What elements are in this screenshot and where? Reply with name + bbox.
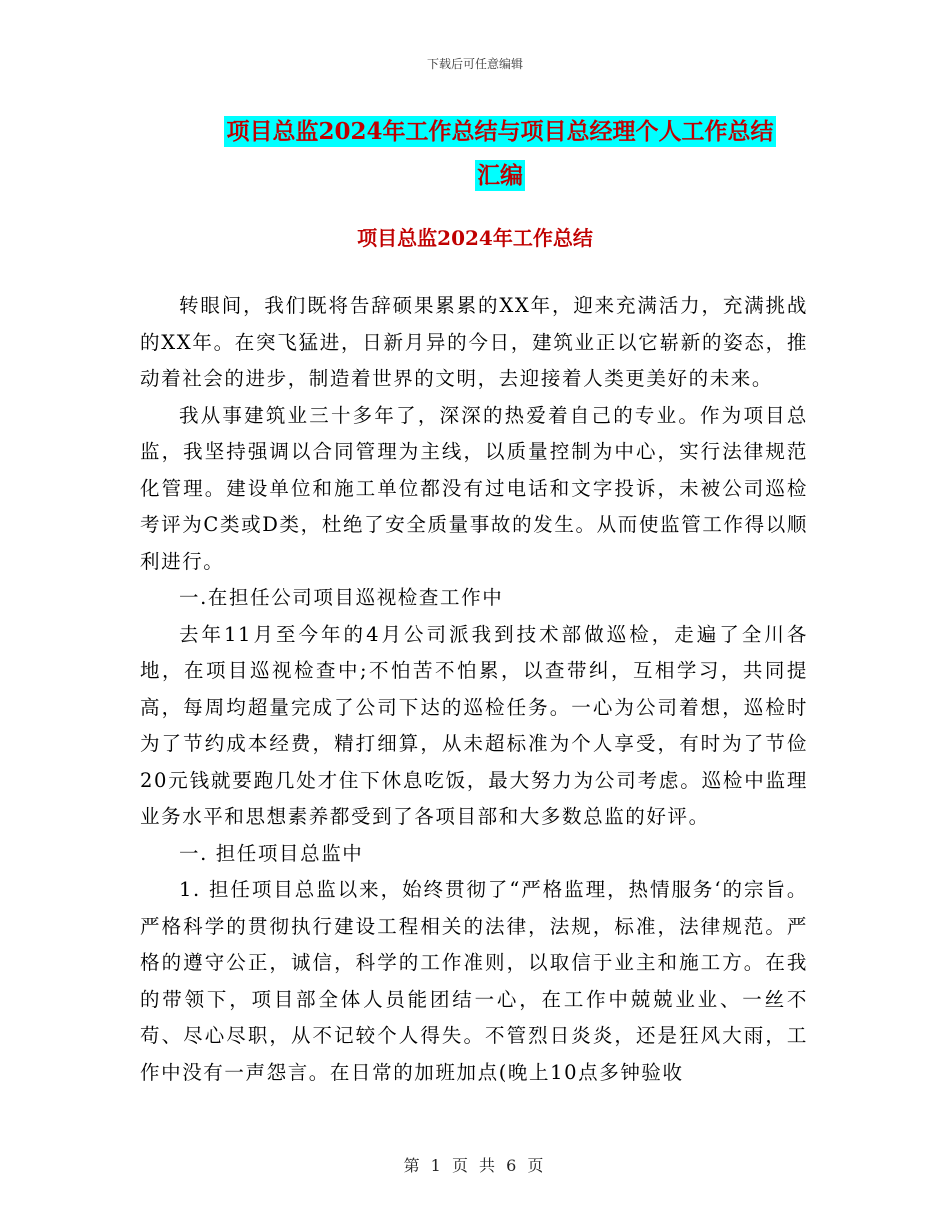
paragraph-intro: 转眼间，我们既将告辞硕果累累的XX年，迎来充满活力，充满挑战的XX年。在突飞猛进，日新月异的今日，建筑业正以它崭新的姿态，推动着社会的进步，制造着世界的文明，去迎接着人类更美好的未来。 xyxy=(140,294,808,390)
page-number: 第 1 页 共 6 页 xyxy=(403,1156,547,1175)
heading-director: 一. 担任项目总监中 xyxy=(179,841,364,865)
paragraph-director: 1. 担任项目总监以来，始终贯彻了“严格监理，热情服务‘的宗旨。严格科学的贯彻执行建设工程相关的法律，法规，标准，法律规范。严格的遵守公正，诚信，科学的工作准则，以取信于业主和施工方。在我的带领下，项目部全体人员能团结一心，在工作中兢兢业业、一丝不苟、尽心尽职，从不记较个人得失。不管烈日炎炎，还是狂风大雨，工作中没有一声怨言。在日常的加班加点(晚上10点多钟验收 xyxy=(140,878,808,1084)
header-note: 下载后可任意编辑 xyxy=(426,57,523,71)
document-title-line2: 汇编 xyxy=(477,162,523,189)
section-title: 项目总监2024年工作总结 xyxy=(357,226,593,250)
document-body xyxy=(140,288,808,1091)
document-title xyxy=(140,110,860,198)
paragraph-inspection: 去年11月至今年的4月公司派我到技术部做巡检，走遍了全川各地，在项目巡视检查中;不怕苦不怕累，以查带纠，互相学习，共同提高，每周均超量完成了公司下达的巡检任务。一心为公司着想，巡检时为了节约成本经费，精打细算，从未超标准为个人享受，有时为了节俭20元钱就要跑几处才住下休息吃饭，最大努力为公司考虑。巡检中监理业务水平和思想素养都受到了各项目部和大多数总监的好评。 xyxy=(140,622,808,828)
paragraph-experience: 我从事建筑业三十多年了，深深的热爱着自己的专业。作为项目总监，我坚持强调以合同管理为主线，以质量控制为中心，实行法律规范化管理。建设单位和施工单位都没有过电话和文字投诉，未被公司巡检考评为C类或D类，杜绝了安全质量事故的发生。从而使监管工作得以顺利进行。 xyxy=(140,403,808,573)
heading-inspection: 一.在担任公司项目巡视检查工作中 xyxy=(179,586,504,609)
document-title-line1: 项目总监2024年工作总结与项目总经理个人工作总结 xyxy=(226,118,774,145)
